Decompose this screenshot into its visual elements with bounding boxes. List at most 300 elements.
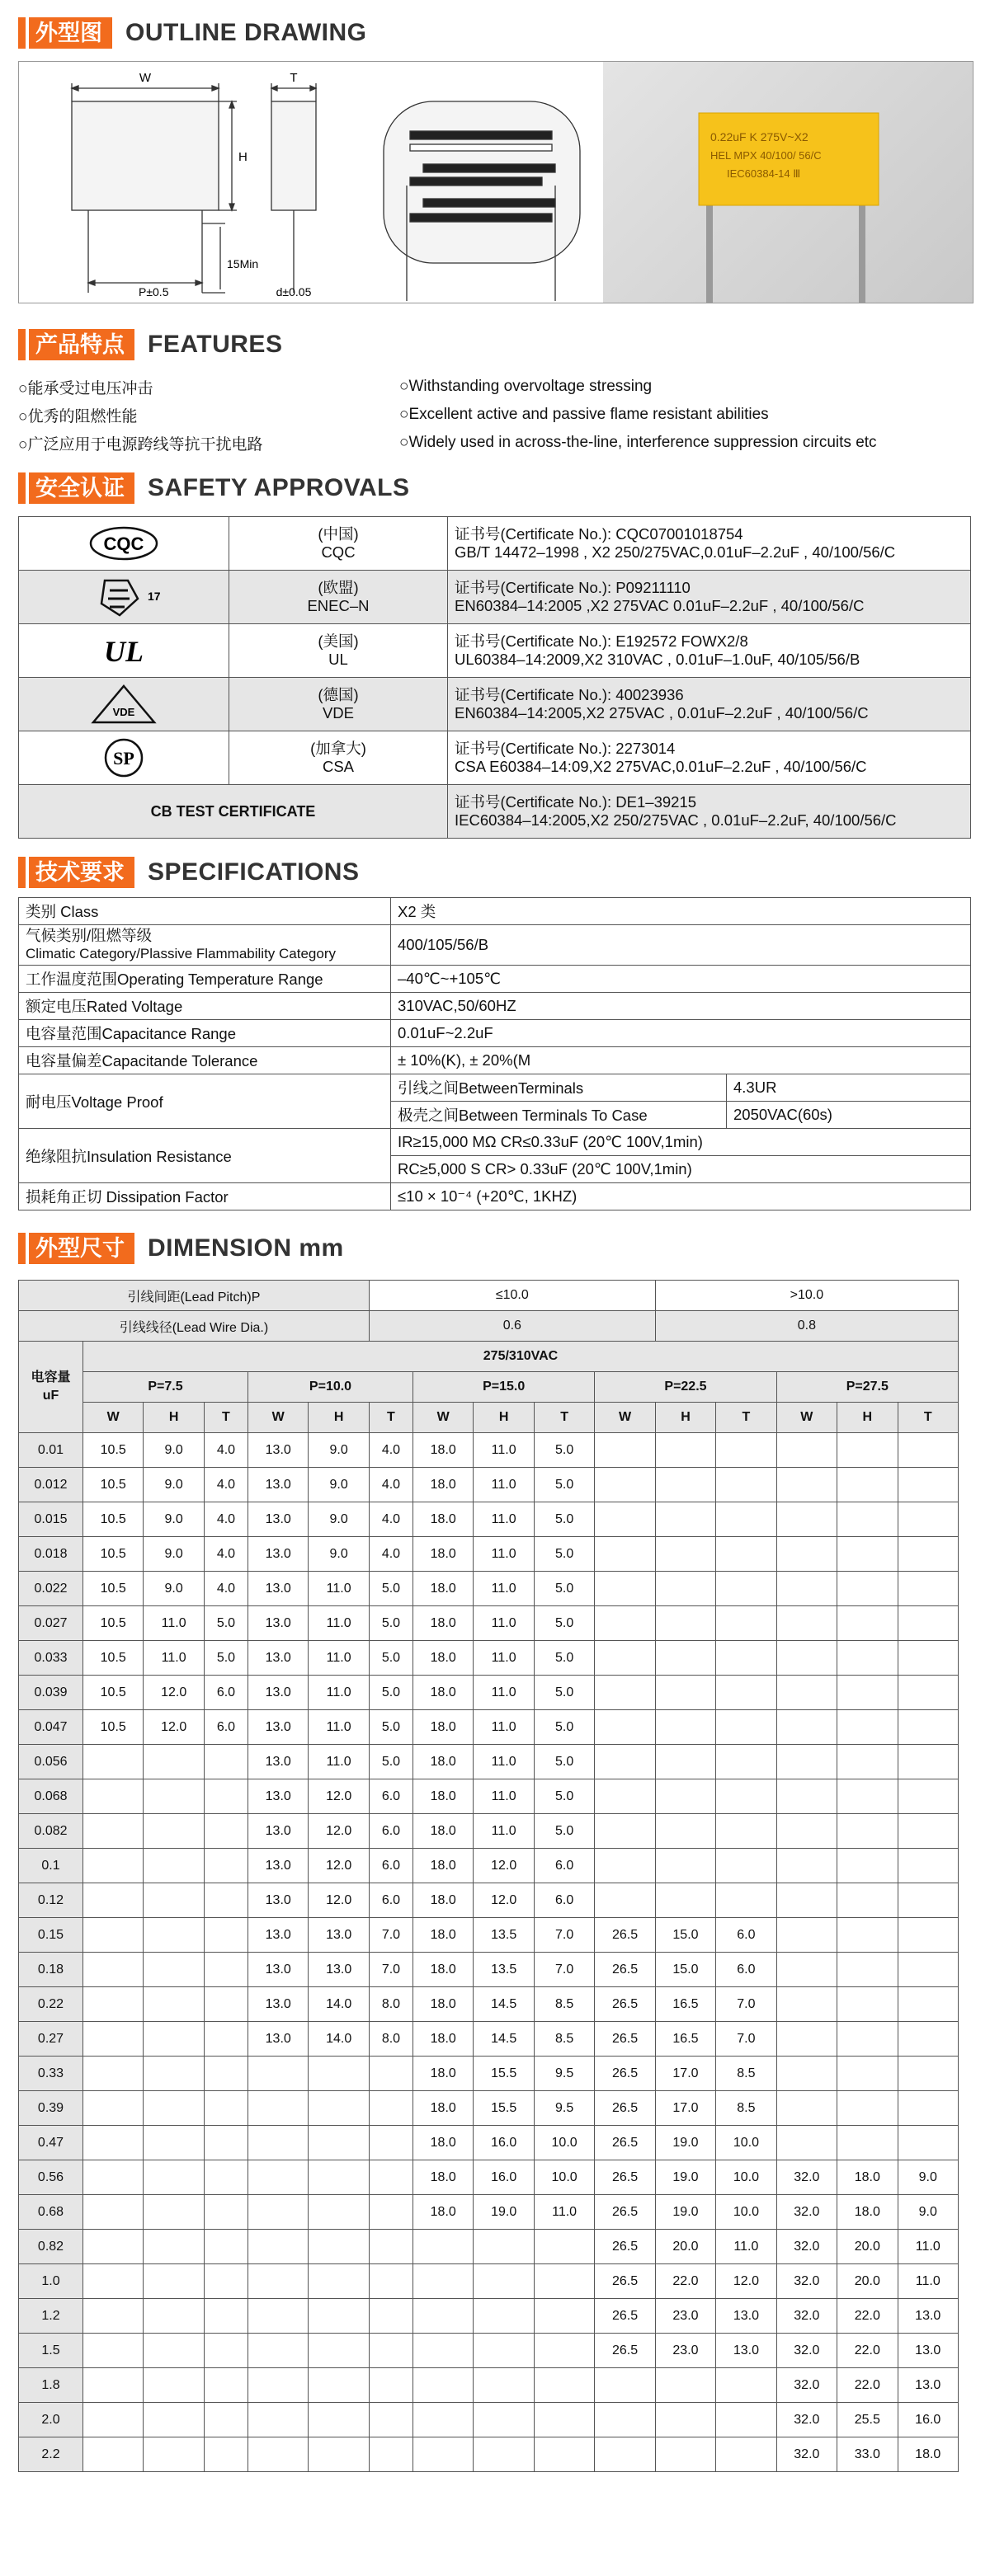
dimension-cell [898, 1987, 959, 2022]
dimension-cell [898, 1502, 959, 1537]
dimension-cell [898, 1918, 959, 1953]
dimension-cell: 12.0 [309, 1883, 369, 1918]
dimension-cell: 11.0 [474, 1779, 534, 1814]
label-pitch: P±0.5 [139, 285, 169, 298]
dimension-cell [655, 1710, 715, 1745]
label-t: T [290, 71, 298, 85]
dimension-cell: 13.0 [248, 1572, 309, 1606]
dimension-cell [83, 1779, 144, 1814]
outline-drawing-svg [19, 62, 603, 303]
dimension-pitches-row [19, 1372, 959, 1403]
capacitance-cell: 0.82 [19, 2230, 83, 2264]
dimension-row [19, 2299, 959, 2334]
dimension-cell: 11.0 [309, 1676, 369, 1710]
dimension-cell: 26.5 [595, 1918, 655, 1953]
dimension-row [19, 1606, 959, 1641]
dimension-cell: 5.0 [369, 1676, 412, 1710]
dimension-cell [369, 2160, 412, 2195]
dimension-cell: 11.0 [474, 1537, 534, 1572]
dimension-cell: 13.0 [248, 1502, 309, 1537]
dimension-cell [369, 2195, 412, 2230]
feature-cn: ○优秀的阻燃性能 [18, 407, 138, 425]
dimension-cell [309, 2368, 369, 2403]
dimension-cell: 22.0 [837, 2334, 898, 2368]
cert-number: 证书号(Certificate No.): 2273014 [455, 740, 676, 757]
cert-number: 证书号(Certificate No.): 40023936 [455, 686, 684, 703]
safety-row [19, 731, 971, 785]
capacitance-cell: 0.33 [19, 2057, 83, 2091]
dimension-row [19, 1433, 959, 1468]
heading-bar [18, 857, 26, 888]
dimension-cell [144, 1883, 204, 1918]
dimension-cell: 18.0 [413, 1433, 474, 1468]
dimension-cell [534, 2230, 594, 2264]
dimension-cell: 5.0 [534, 1537, 594, 1572]
dimension-cell [595, 1814, 655, 1849]
dimension-cell: 11.0 [309, 1606, 369, 1641]
dimension-cell: 13.0 [248, 1918, 309, 1953]
dimension-cell [716, 2437, 776, 2472]
dimension-cell [776, 1745, 837, 1779]
dimension-cell [309, 2057, 369, 2091]
dimension-cell [595, 1883, 655, 1918]
dimension-cell: 5.0 [534, 1676, 594, 1710]
dimension-cell [248, 2126, 309, 2160]
spec-value: X2 类 [391, 898, 971, 925]
dimension-cell: 11.0 [474, 1745, 534, 1779]
dimension-cell: 11.0 [144, 1641, 204, 1676]
spec-value: 4.3UR [727, 1074, 971, 1102]
dimension-cell [248, 2334, 309, 2368]
dimension-cell: 8.0 [369, 1987, 412, 2022]
dimension-cell [144, 2126, 204, 2160]
dimension-row [19, 1814, 959, 1849]
cert-detail [448, 678, 971, 731]
dimension-cell: 32.0 [776, 2403, 837, 2437]
dimension-cell [309, 2160, 369, 2195]
dimension-cell: 12.0 [309, 1779, 369, 1814]
label-h: H [238, 150, 248, 164]
dimension-cell: 18.0 [413, 2195, 474, 2230]
dimension-cell: 13.0 [248, 1433, 309, 1468]
capacitance-cell: 0.18 [19, 1953, 83, 1987]
dimension-cell: 9.0 [144, 1537, 204, 1572]
capacitance-cell: 1.2 [19, 2299, 83, 2334]
dimension-cell [716, 1814, 776, 1849]
dimension-cell: 32.0 [776, 2437, 837, 2472]
spec-row [19, 1047, 971, 1074]
dimension-cell [776, 2126, 837, 2160]
dimension-cell [898, 1745, 959, 1779]
dimension-cell [144, 2022, 204, 2057]
dimension-cell: 14.5 [474, 1987, 534, 2022]
dimension-cell: 13.0 [248, 1987, 309, 2022]
dimension-cell [898, 2057, 959, 2091]
dimension-cell: 26.5 [595, 2195, 655, 2230]
safety-row [19, 517, 971, 571]
dimension-cell [248, 2230, 309, 2264]
cb-label: CB TEST CERTIFICATE [19, 785, 448, 839]
dimension-cell [776, 1537, 837, 1572]
dimension-cell [204, 2195, 248, 2230]
product-photo [603, 62, 973, 303]
dimension-cell [898, 1710, 959, 1745]
dimension-cell: 5.0 [534, 1641, 594, 1676]
dimension-cell: 7.0 [534, 1918, 594, 1953]
spec-key-cn: 气候类别/阻燃等级 [26, 927, 153, 944]
spec-key: 电容量偏差Capacitande Tolerance [19, 1047, 391, 1074]
dimension-cell [776, 2057, 837, 2091]
dimension-cell [776, 1987, 837, 2022]
dimension-cell: 13.0 [248, 1953, 309, 1987]
spec-value: 400/105/56/B [391, 925, 971, 966]
dimension-cell [776, 1676, 837, 1710]
dimension-cell: 5.0 [534, 1710, 594, 1745]
dimension-cell [776, 2022, 837, 2057]
dimension-row [19, 1502, 959, 1537]
dimension-cell [204, 2022, 248, 2057]
dimension-cell: 17.0 [655, 2057, 715, 2091]
dimension-cell: 8.5 [534, 1987, 594, 2022]
dimension-cell [595, 1779, 655, 1814]
dimension-cell: 18.0 [413, 1987, 474, 2022]
spec-row [19, 925, 971, 966]
dimension-cell: 19.0 [655, 2195, 715, 2230]
col-header-t: T [204, 1403, 248, 1433]
capacitance-cell: 0.27 [19, 2022, 83, 2057]
dimension-cell: 12.0 [474, 1849, 534, 1883]
pitch-large: >10.0 [655, 1281, 958, 1311]
dimension-cell [144, 1918, 204, 1953]
dimension-cell [248, 2299, 309, 2334]
dimension-cell: 8.5 [716, 2057, 776, 2091]
dimension-cell: 33.0 [837, 2437, 898, 2472]
capacitance-cell: 0.015 [19, 1502, 83, 1537]
feature-en: ○Widely used in across-the-line, interference suppression circuits etc [399, 434, 877, 451]
cert-country-code: CQC [321, 543, 356, 561]
dimension-cell: 11.0 [474, 1641, 534, 1676]
dimension-cell: 10.5 [83, 1710, 144, 1745]
dimension-cell: 5.0 [534, 1779, 594, 1814]
spec-row [19, 1074, 971, 1102]
outline-heading-en: OUTLINE DRAWING [125, 19, 367, 46]
dimension-cell [204, 2091, 248, 2126]
dimension-cell [83, 2160, 144, 2195]
dimension-cell [309, 2230, 369, 2264]
spec-key: 绝缘阻抗Insulation Resistance [19, 1129, 391, 1183]
dimension-cell [655, 1641, 715, 1676]
dimension-cell [413, 2299, 474, 2334]
dimension-cell: 13.0 [898, 2368, 959, 2403]
dimension-cell [655, 1537, 715, 1572]
dia-large: 0.8 [655, 1311, 958, 1342]
dimension-row [19, 1849, 959, 1883]
dia-small: 0.6 [369, 1311, 655, 1342]
dimension-cell [898, 1883, 959, 1918]
dimension-cell [716, 1849, 776, 1883]
dimension-cell [144, 2334, 204, 2368]
dimension-cell [595, 1606, 655, 1641]
dimension-cell: 5.0 [534, 1502, 594, 1537]
capacitance-cell: 0.01 [19, 1433, 83, 1468]
dimension-cell [837, 1468, 898, 1502]
dimension-cell: 4.0 [204, 1572, 248, 1606]
dimension-row [19, 2334, 959, 2368]
dimension-cell [595, 2437, 655, 2472]
dimension-cell: 6.0 [716, 1918, 776, 1953]
dimension-row [19, 2022, 959, 2057]
logo-text: VDE [112, 706, 135, 718]
dimension-cell: 18.0 [413, 1745, 474, 1779]
dimension-cell: 26.5 [595, 2126, 655, 2160]
dimension-cell [776, 1883, 837, 1918]
feature-row [18, 373, 975, 401]
dimension-row [19, 2264, 959, 2299]
dimension-cell [309, 2437, 369, 2472]
spec-sub-key: 极壳之间Between Terminals To Case [391, 1102, 727, 1129]
dimension-cell: 23.0 [655, 2334, 715, 2368]
dimension-cell [144, 2264, 204, 2299]
dimension-cell: 18.0 [413, 1849, 474, 1883]
dimension-cell: 9.0 [309, 1468, 369, 1502]
capacitance-cell: 0.47 [19, 2126, 83, 2160]
feature-cn: ○能承受过电压冲击 [18, 379, 153, 397]
cert-logo-icon [19, 731, 229, 785]
dimension-cell: 9.0 [309, 1433, 369, 1468]
cert-logo-icon [19, 624, 229, 678]
safety-row-cb [19, 785, 971, 839]
dimension-cell [776, 1433, 837, 1468]
col-header-t: T [898, 1403, 959, 1433]
dimension-cell [837, 1710, 898, 1745]
dimension-row [19, 1918, 959, 1953]
features-list [18, 373, 975, 457]
safety-row [19, 624, 971, 678]
dimension-heading [18, 1232, 344, 1265]
dimension-cell: 19.0 [655, 2126, 715, 2160]
dimension-cell [716, 1883, 776, 1918]
dimension-cell: 10.0 [534, 2126, 594, 2160]
dimension-heading-en: DIMENSION mm [148, 1234, 344, 1262]
dimension-cell: 23.0 [655, 2299, 715, 2334]
dimension-cell [413, 2334, 474, 2368]
dimension-cell [655, 1779, 715, 1814]
capacitance-cell: 0.039 [19, 1676, 83, 1710]
cert-detail [448, 785, 971, 839]
spec-value: 0.01uF~2.2uF [391, 1020, 971, 1047]
dimension-cell: 9.5 [534, 2057, 594, 2091]
dimension-cell [144, 1779, 204, 1814]
dimension-cell: 5.0 [534, 1814, 594, 1849]
dimension-cell: 11.0 [898, 2230, 959, 2264]
dimension-cell [837, 1676, 898, 1710]
dimension-cell [898, 1849, 959, 1883]
dimension-cell: 9.0 [898, 2195, 959, 2230]
cert-country [229, 678, 448, 731]
feature-en: ○Excellent active and passive flame resistant abilities [399, 406, 769, 423]
dimension-cell [837, 1745, 898, 1779]
dimension-cell [83, 2334, 144, 2368]
dimension-cell [204, 1814, 248, 1849]
col-header-w: W [413, 1403, 474, 1433]
cert-detail [448, 624, 971, 678]
dimension-cell [595, 2368, 655, 2403]
dimension-cell [248, 2368, 309, 2403]
spec-row [19, 1129, 971, 1156]
dimension-cell: 5.0 [369, 1572, 412, 1606]
voltage-label: 275/310VAC [83, 1342, 959, 1372]
dimension-cell: 5.0 [534, 1468, 594, 1502]
dimension-cell: 13.0 [248, 1849, 309, 1883]
dimension-cell: 11.0 [474, 1572, 534, 1606]
dimension-cell: 26.5 [595, 2022, 655, 2057]
outline-drawing-panel [18, 61, 974, 303]
dimension-cell: 18.0 [413, 1641, 474, 1676]
dimension-cell: 18.0 [413, 2057, 474, 2091]
capacitance-cell: 0.22 [19, 1987, 83, 2022]
dimension-cell [83, 1814, 144, 1849]
label-dia: d±0.05 [276, 285, 312, 298]
spec-key-en: Climatic Category/Plassive Flammability Category [26, 946, 337, 961]
dimension-cell: 16.0 [474, 2160, 534, 2195]
dimension-cell [898, 2022, 959, 2057]
dimension-cell [204, 2057, 248, 2091]
logo-text: 17 [148, 590, 161, 603]
dimension-cell [716, 1676, 776, 1710]
col-header-h: H [309, 1403, 369, 1433]
dimension-cell: 5.0 [534, 1606, 594, 1641]
dimension-cell: 4.0 [369, 1433, 412, 1468]
dimension-cell: 26.5 [595, 1987, 655, 2022]
dia-label: 引线线径(Lead Wire Dia.) [19, 1311, 370, 1342]
dimension-cell: 11.0 [474, 1710, 534, 1745]
dimension-cell: 10.5 [83, 1468, 144, 1502]
dimension-cell: 6.0 [534, 1849, 594, 1883]
dimension-cell [776, 1572, 837, 1606]
cert-country-cn: (美国) [318, 632, 359, 650]
dimension-cell [204, 2334, 248, 2368]
dimension-cell [204, 1918, 248, 1953]
dimension-cell: 11.0 [144, 1606, 204, 1641]
safety-table [18, 516, 971, 839]
dimension-cell [655, 2403, 715, 2437]
dimension-cell [595, 1710, 655, 1745]
dimension-cell: 5.0 [369, 1606, 412, 1641]
dimension-cell [413, 2403, 474, 2437]
dimension-cell [204, 2264, 248, 2299]
dimension-cell: 16.0 [898, 2403, 959, 2437]
dimension-cell [413, 2264, 474, 2299]
dimension-cell [474, 2334, 534, 2368]
dimension-cell [655, 1606, 715, 1641]
dimension-cell [248, 2091, 309, 2126]
dimension-cell: 6.0 [369, 1849, 412, 1883]
safety-heading [18, 472, 410, 505]
dimension-cell [655, 1502, 715, 1537]
dimension-cell [204, 1953, 248, 1987]
dimension-cell: 12.0 [309, 1849, 369, 1883]
specs-table [18, 897, 971, 1210]
capacitance-cell: 0.012 [19, 1468, 83, 1502]
dimension-cell: 18.0 [413, 1710, 474, 1745]
cert-country-cn: (欧盟) [318, 579, 359, 596]
dimension-cell [144, 2057, 204, 2091]
spec-row [19, 966, 971, 993]
dimension-cell [248, 2264, 309, 2299]
capacitance-cell: 0.12 [19, 1883, 83, 1918]
col-header-h: H [655, 1403, 715, 1433]
cert-number: 证书号(Certificate No.): CQC07001018754 [455, 525, 743, 543]
cert-country-cn: (德国) [318, 686, 359, 703]
photo-mark-3: IEC60384-14 Ⅲ [727, 167, 801, 180]
dimension-cell: 12.0 [474, 1883, 534, 1918]
safety-row [19, 571, 971, 624]
dimension-cell [83, 2368, 144, 2403]
col-header-w: W [248, 1403, 309, 1433]
dimension-cell: 11.0 [474, 1502, 534, 1537]
capacitance-cell: 0.068 [19, 1779, 83, 1814]
dimension-cell: 11.0 [716, 2230, 776, 2264]
dimension-cell: 16.5 [655, 2022, 715, 2057]
dimension-cell: 11.0 [474, 1814, 534, 1849]
capacitance-cell: 0.68 [19, 2195, 83, 2230]
dimension-cell: 26.5 [595, 2091, 655, 2126]
dimension-cell: 5.0 [369, 1641, 412, 1676]
dimension-cell: 15.0 [655, 1918, 715, 1953]
cert-logo-icon [19, 571, 229, 624]
dimension-cell: 18.0 [413, 1572, 474, 1606]
cert-country [229, 571, 448, 624]
dimension-cell [837, 2057, 898, 2091]
dimension-cell: 13.0 [716, 2299, 776, 2334]
dimension-cell: 10.5 [83, 1572, 144, 1606]
dimension-cell: 6.0 [716, 1953, 776, 1987]
dimension-cell [83, 1849, 144, 1883]
dimension-cell: 22.0 [837, 2299, 898, 2334]
dimension-cell: 25.5 [837, 2403, 898, 2437]
dimension-cell: 7.0 [369, 1918, 412, 1953]
dimension-cell: 16.0 [474, 2126, 534, 2160]
dimension-cell [83, 2022, 144, 2057]
capacitance-cell: 0.022 [19, 1572, 83, 1606]
dimension-cell [369, 2437, 412, 2472]
cert-detail [448, 571, 971, 624]
dimension-pitch-row [19, 1281, 959, 1311]
capacitance-cell: 0.033 [19, 1641, 83, 1676]
dimension-voltage-row [19, 1342, 959, 1372]
spec-key: 类别 Class [19, 898, 391, 925]
dimension-cell [83, 2126, 144, 2160]
col-header-h: H [837, 1403, 898, 1433]
dimension-cell: 22.0 [837, 2368, 898, 2403]
features-heading-en: FEATURES [148, 331, 283, 358]
dimension-cell [83, 1987, 144, 2022]
dimension-cell [898, 1606, 959, 1641]
capacitance-cell: 1.5 [19, 2334, 83, 2368]
dimension-cell [248, 2437, 309, 2472]
dimension-cell [776, 1918, 837, 1953]
cert-detail [448, 731, 971, 785]
capacitance-cell: 0.56 [19, 2160, 83, 2195]
dimension-cell [369, 2368, 412, 2403]
dimension-cell [776, 1953, 837, 1987]
dimension-row [19, 2195, 959, 2230]
dimension-cell: 20.0 [837, 2264, 898, 2299]
dimension-cell: 32.0 [776, 2195, 837, 2230]
dimension-cell: 6.0 [204, 1710, 248, 1745]
capacitance-cell: 0.1 [19, 1849, 83, 1883]
dimension-cell: 32.0 [776, 2230, 837, 2264]
